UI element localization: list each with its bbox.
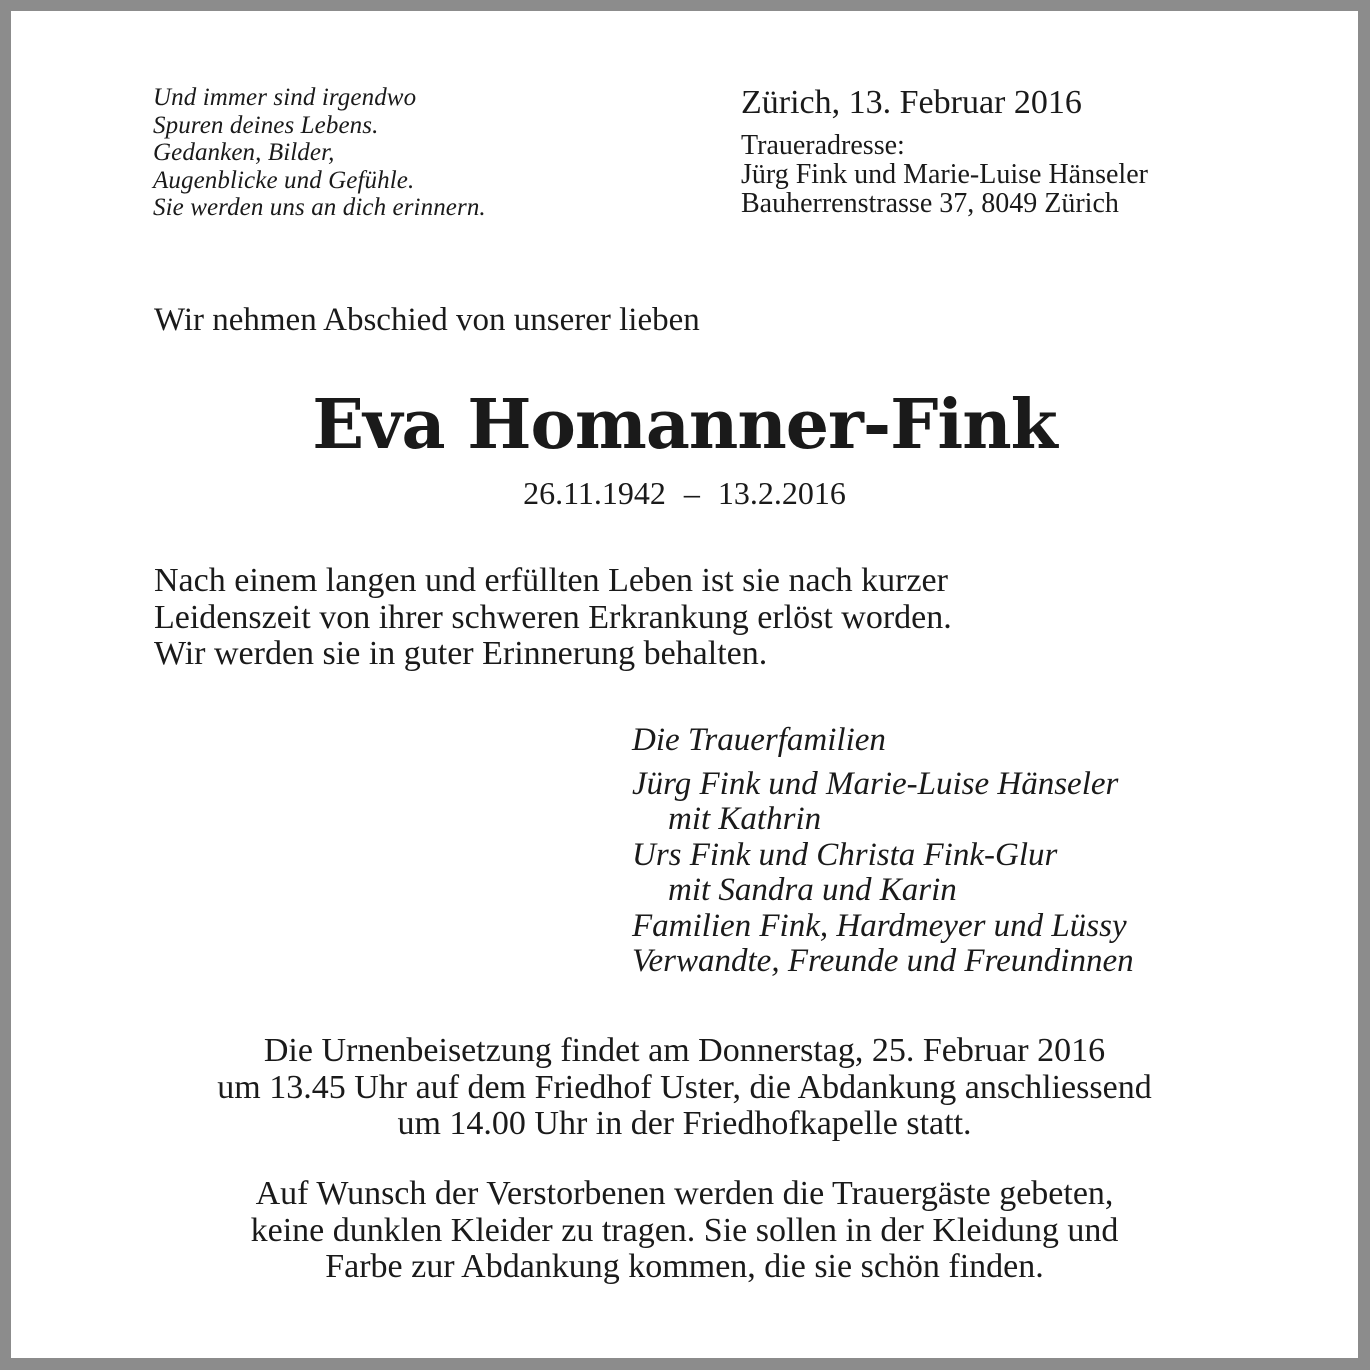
ceremony-line: Die Urnenbeisetzung findet am Donnerstag, 25. Februar 2016 bbox=[263, 1032, 1106, 1069]
place-date: Zürich, 13. Februar 2016 bbox=[741, 84, 1082, 121]
date-separator: – bbox=[683, 475, 700, 511]
birth-date: 26.11.1942 bbox=[523, 475, 666, 511]
dress-code-wish bbox=[11, 1176, 1358, 1286]
poem-line: Gedanken, Bilder, bbox=[153, 139, 335, 166]
family-line: Urs Fink und Christa Fink-Glur bbox=[632, 836, 1058, 873]
death-date: 13.2.2016 bbox=[717, 475, 846, 511]
poem bbox=[153, 84, 486, 222]
ceremony-info bbox=[11, 1033, 1358, 1143]
family-line: Jürg Fink und Marie-Luise Hänseler bbox=[632, 765, 1119, 802]
obituary-page bbox=[11, 11, 1358, 1358]
wish-line: Farbe zur Abdankung kommen, die sie schön finden. bbox=[325, 1248, 1044, 1285]
mourning-address bbox=[741, 131, 1148, 218]
mourning-families bbox=[632, 723, 1134, 980]
family-line: Verwandte, Freunde und Freundinnen bbox=[632, 943, 1134, 979]
ceremony-line: um 14.00 Uhr in der Friedhofkapelle statt. bbox=[397, 1105, 972, 1142]
poem-line: Augenblicke und Gefühle. bbox=[153, 166, 415, 194]
poem-line: Sie werden uns an dich erinnern. bbox=[153, 194, 486, 221]
ceremony-line: um 13.45 Uhr auf dem Friedhof Uster, die Abdankung anschliessend bbox=[217, 1068, 1152, 1106]
poem-line: Spuren deines Lebens. bbox=[153, 111, 379, 139]
intro-text: Wir nehmen Abschied von unserer lieben bbox=[154, 302, 700, 338]
address-line: Jürg Fink und Marie-Luise Hänseler bbox=[741, 159, 1148, 190]
address-label: Traueradresse: bbox=[741, 130, 905, 161]
message-line: Nach einem langen und erfüllten Leben ist sie nach kurzer bbox=[154, 562, 948, 599]
deceased-name: Eva Homanner-Fink bbox=[312, 385, 1057, 465]
wish-line: keine dunklen Kleider zu tragen. Sie sollen in der Kleidung und bbox=[250, 1211, 1119, 1249]
message-line: Wir werden sie in guter Erinnerung behalten. bbox=[154, 635, 768, 672]
families-heading: Die Trauerfamilien bbox=[632, 722, 886, 758]
family-line: mit Sandra und Karin bbox=[668, 872, 957, 908]
life-dates bbox=[11, 473, 1358, 513]
poem-line: Und immer sind irgendwo bbox=[153, 84, 417, 111]
address-line: Bauherrenstrasse 37, 8049 Zürich bbox=[741, 188, 1119, 219]
family-line: Familien Fink, Hardmeyer und Lüssy bbox=[632, 907, 1127, 944]
message-line: Leidenszeit von ihrer schweren Erkrankung erlöst worden. bbox=[154, 598, 952, 636]
family-line: mit Kathrin bbox=[668, 801, 822, 837]
header-block bbox=[741, 83, 1148, 218]
memorial-message bbox=[154, 563, 952, 673]
wish-line: Auf Wunsch der Verstorbenen werden die Trauergäste gebeten, bbox=[255, 1175, 1114, 1212]
